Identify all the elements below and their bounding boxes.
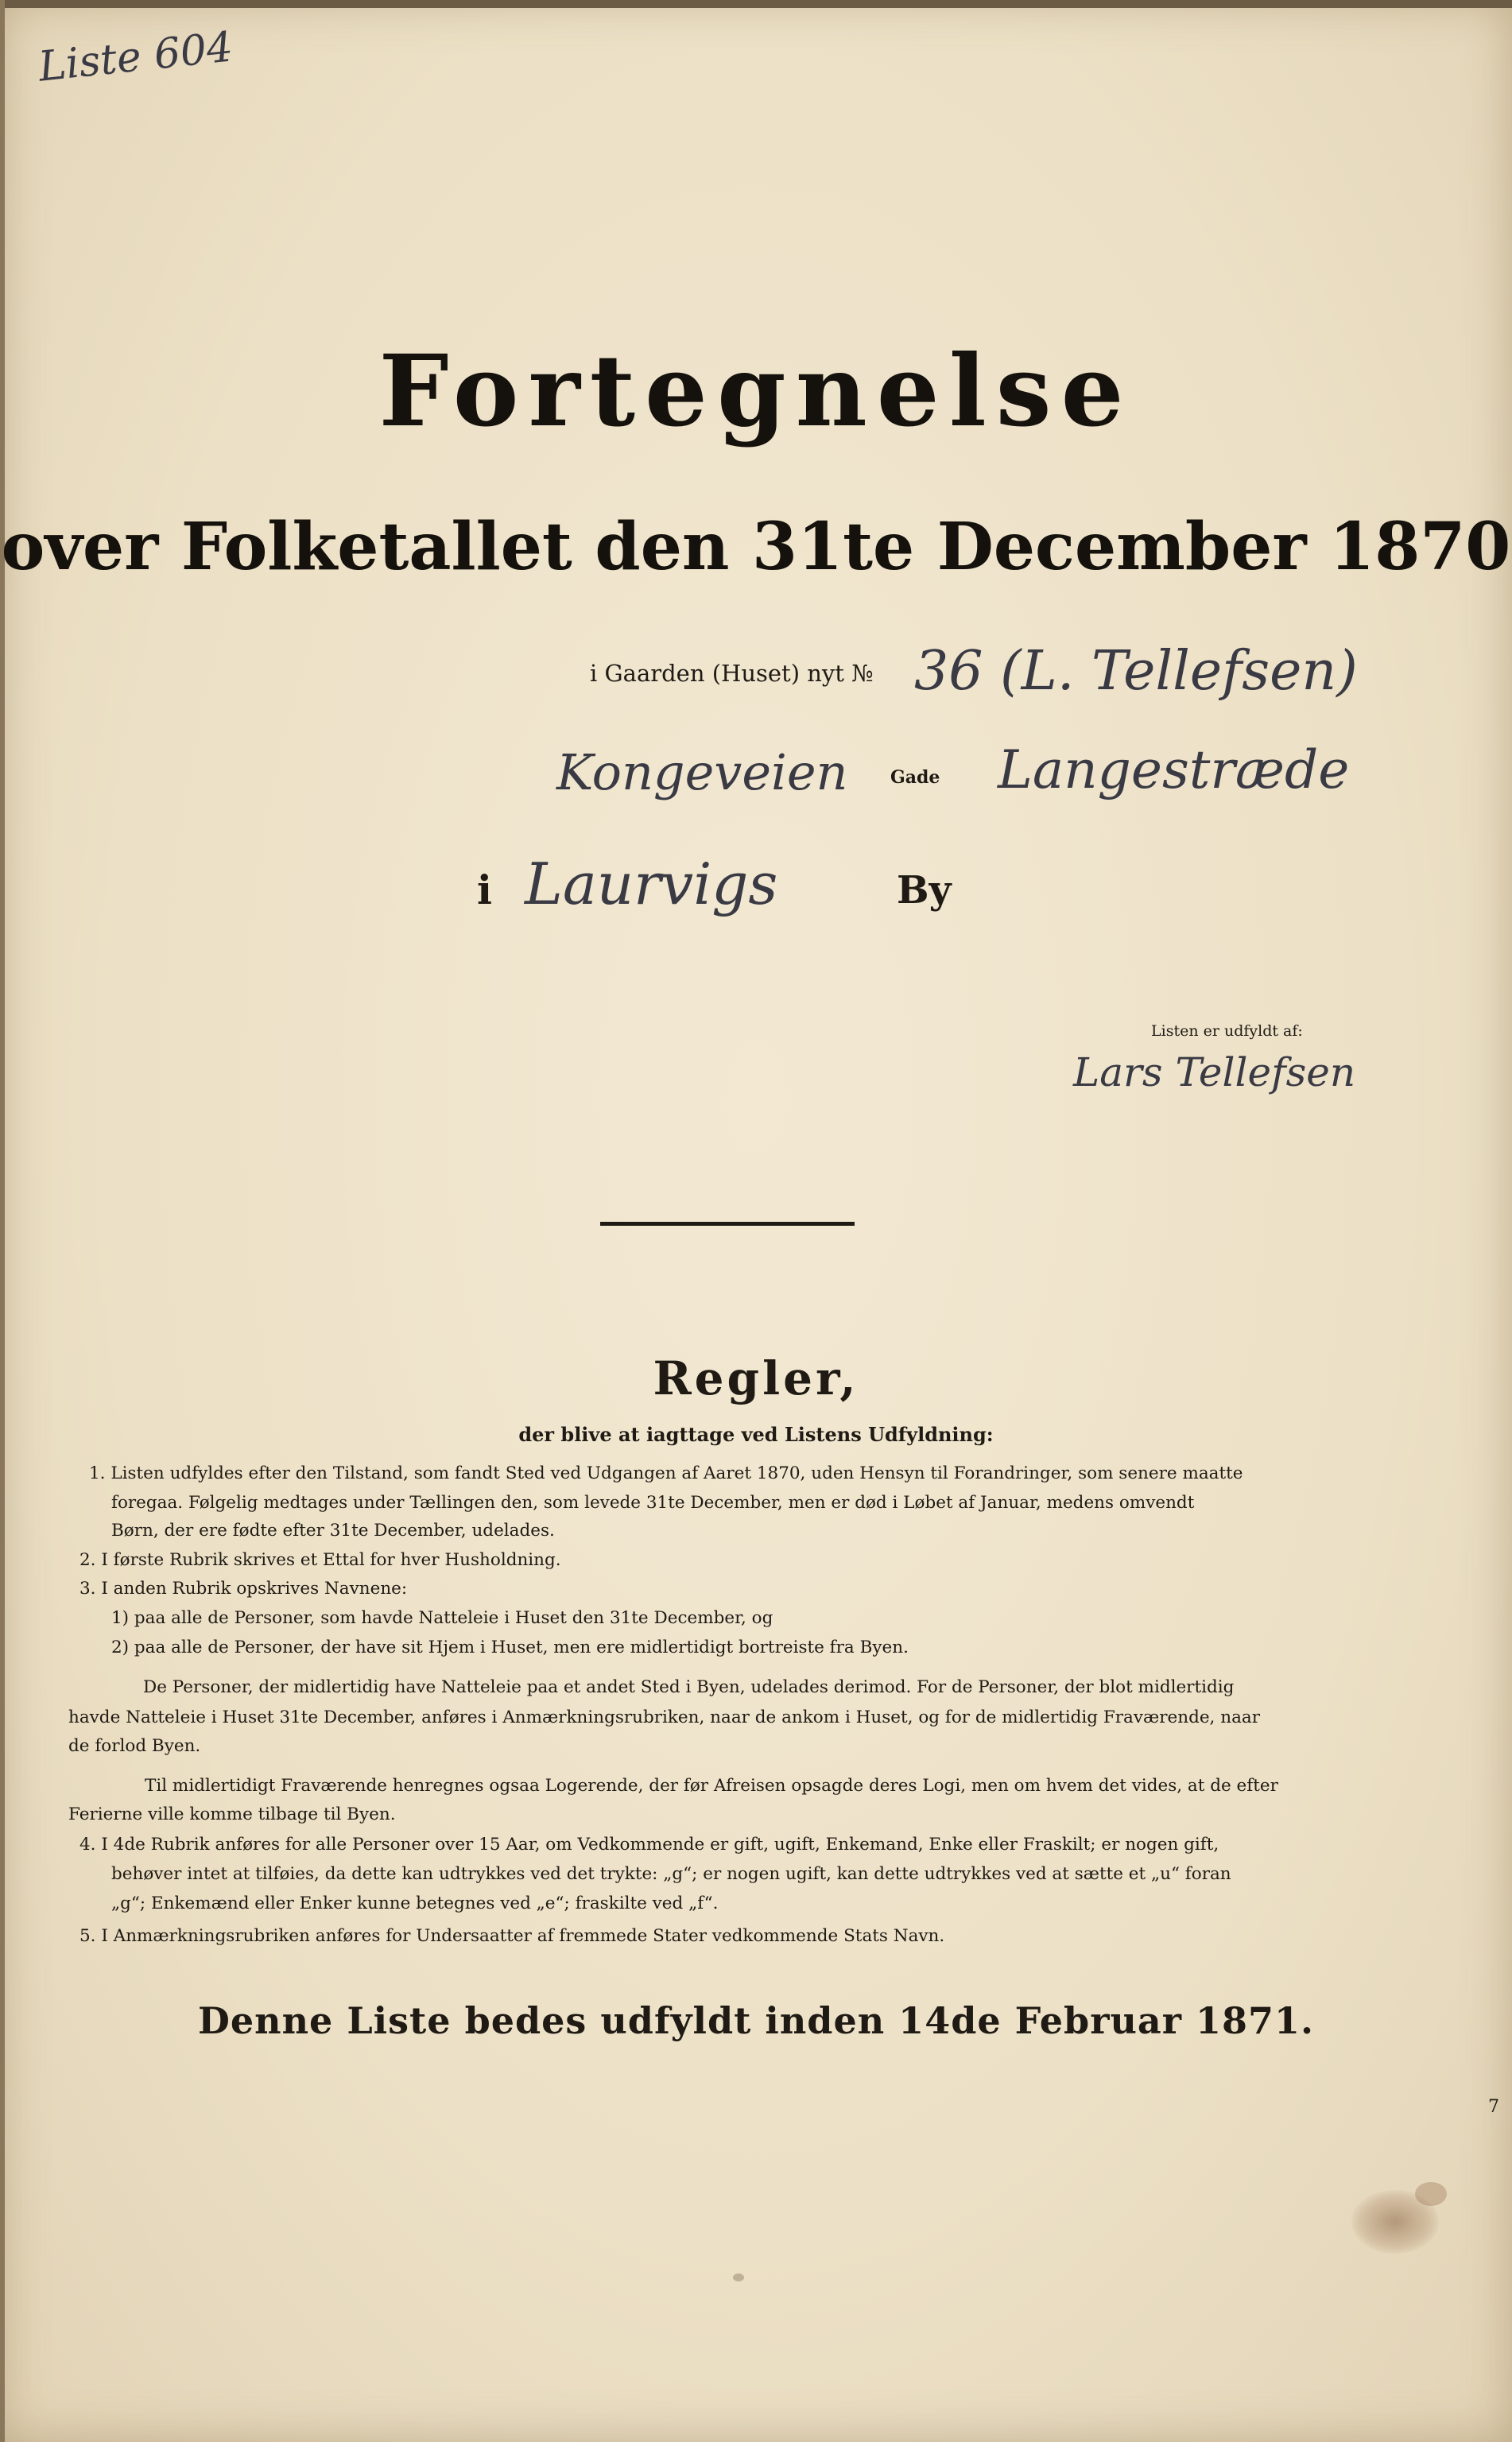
street-label: Gade	[890, 767, 940, 788]
rule-line: 3. I anden Rubrik opskrives Navnene:	[79, 1579, 408, 1599]
rule-line: De Personer, der midlertidig have Natteleie paa et andet Sted i Byen, udelades derimod. For de Personer, der blot midlertidig	[143, 1677, 1235, 1697]
rule-line: 1. Listen udfyldes efter den Tilstand, som fandt Sted ved Udgangen af Aaret 1870, uden Hensyn til Forandringer, som senere maatte	[89, 1463, 1243, 1483]
rule-line: havde Natteleie i Huset 31te December, anføres i Anmærkningsrubriken, naar de ankom i Huset, og for de midlertidig Fraværende, naar	[68, 1707, 1260, 1727]
form-title: Fortegnelse	[378, 334, 1134, 449]
rule-line: 1) paa alle de Personer, som havde Natteleie i Huset den 31te December, og	[111, 1608, 773, 1628]
divider-rule	[600, 1222, 855, 1226]
deadline-line: Denne Liste bedes udfyldt inden 14de Februar 1871.	[198, 1999, 1314, 2042]
rule-line: 5. I Anmærkningsrubriken anføres for Undersaatter af fremmede Stater vedkommende Stats Navn.	[79, 1926, 945, 1946]
rule-line: de forlod Byen.	[68, 1736, 201, 1756]
filled-by-label: Listen er udfyldt af:	[1151, 1022, 1303, 1040]
house-number-label: i Gaarden (Huset) nyt №	[590, 660, 874, 687]
rules-heading: Regler,	[653, 1351, 859, 1405]
page-top-edge	[0, 0, 1512, 8]
form-subtitle: over Folketallet den 31te December 1870	[1, 509, 1511, 585]
town-value: Laurvigs	[525, 851, 778, 917]
rules-subheading: der blive at iagttage ved Listens Udfyldning:	[518, 1423, 994, 1446]
town-suffix: By	[897, 868, 952, 913]
house-number-value: 36 (L. Tellefsen)	[914, 640, 1358, 703]
rule-line: Børn, der ere fødte efter 31te December, udelades.	[111, 1521, 555, 1541]
edge-number: 7	[1488, 2097, 1499, 2117]
rule-line: 2) paa alle de Personer, der have sit Hjem i Huset, men ere midlertidigt bortreiste fra Byen.	[111, 1638, 909, 1657]
paper-stain-small	[1415, 2182, 1447, 2206]
rule-line: 4. I 4de Rubrik anføres for alle Personer over 15 Aar, om Vedkommende er gift, ugift, Enkemand, Enke eller Fraskilt; er nogen gift,	[79, 1835, 1219, 1855]
corner-handwritten-note: Liste 604	[36, 23, 235, 91]
rule-line: Til midlertidigt Fraværende henregnes ogsaa Logerende, der før Afreisen opsagde deres Logi, men om hvem det vides, at de efter	[145, 1776, 1278, 1796]
paper-mark	[733, 2273, 744, 2281]
rule-line: Ferierne ville komme tilbage til Byen.	[68, 1804, 396, 1824]
street-value-before: Kongeveien	[556, 743, 848, 801]
rule-line: 2. I første Rubrik skrives et Ettal for hver Husholdning.	[79, 1550, 561, 1570]
filled-by-signature: Lars Tellefsen	[1073, 1049, 1356, 1095]
street-value-after: Langestræde	[998, 739, 1350, 800]
rule-line: behøver intet at tilføies, da dette kan udtrykkes ved det trykte: „g“; er nogen ugift, kan dette udtrykkes ved at sætte et „u“ foran	[111, 1864, 1231, 1884]
rule-line: „g“; Enkemænd eller Enker kunne betegnes ved „e“; fraskilte ved „f“.	[111, 1894, 719, 1913]
town-prefix: i	[477, 866, 492, 913]
rule-line: foregaa. Følgelig medtages under Tællingen den, som levede 31te December, men er død i Løbet af Januar, medens omvendt	[111, 1493, 1195, 1513]
